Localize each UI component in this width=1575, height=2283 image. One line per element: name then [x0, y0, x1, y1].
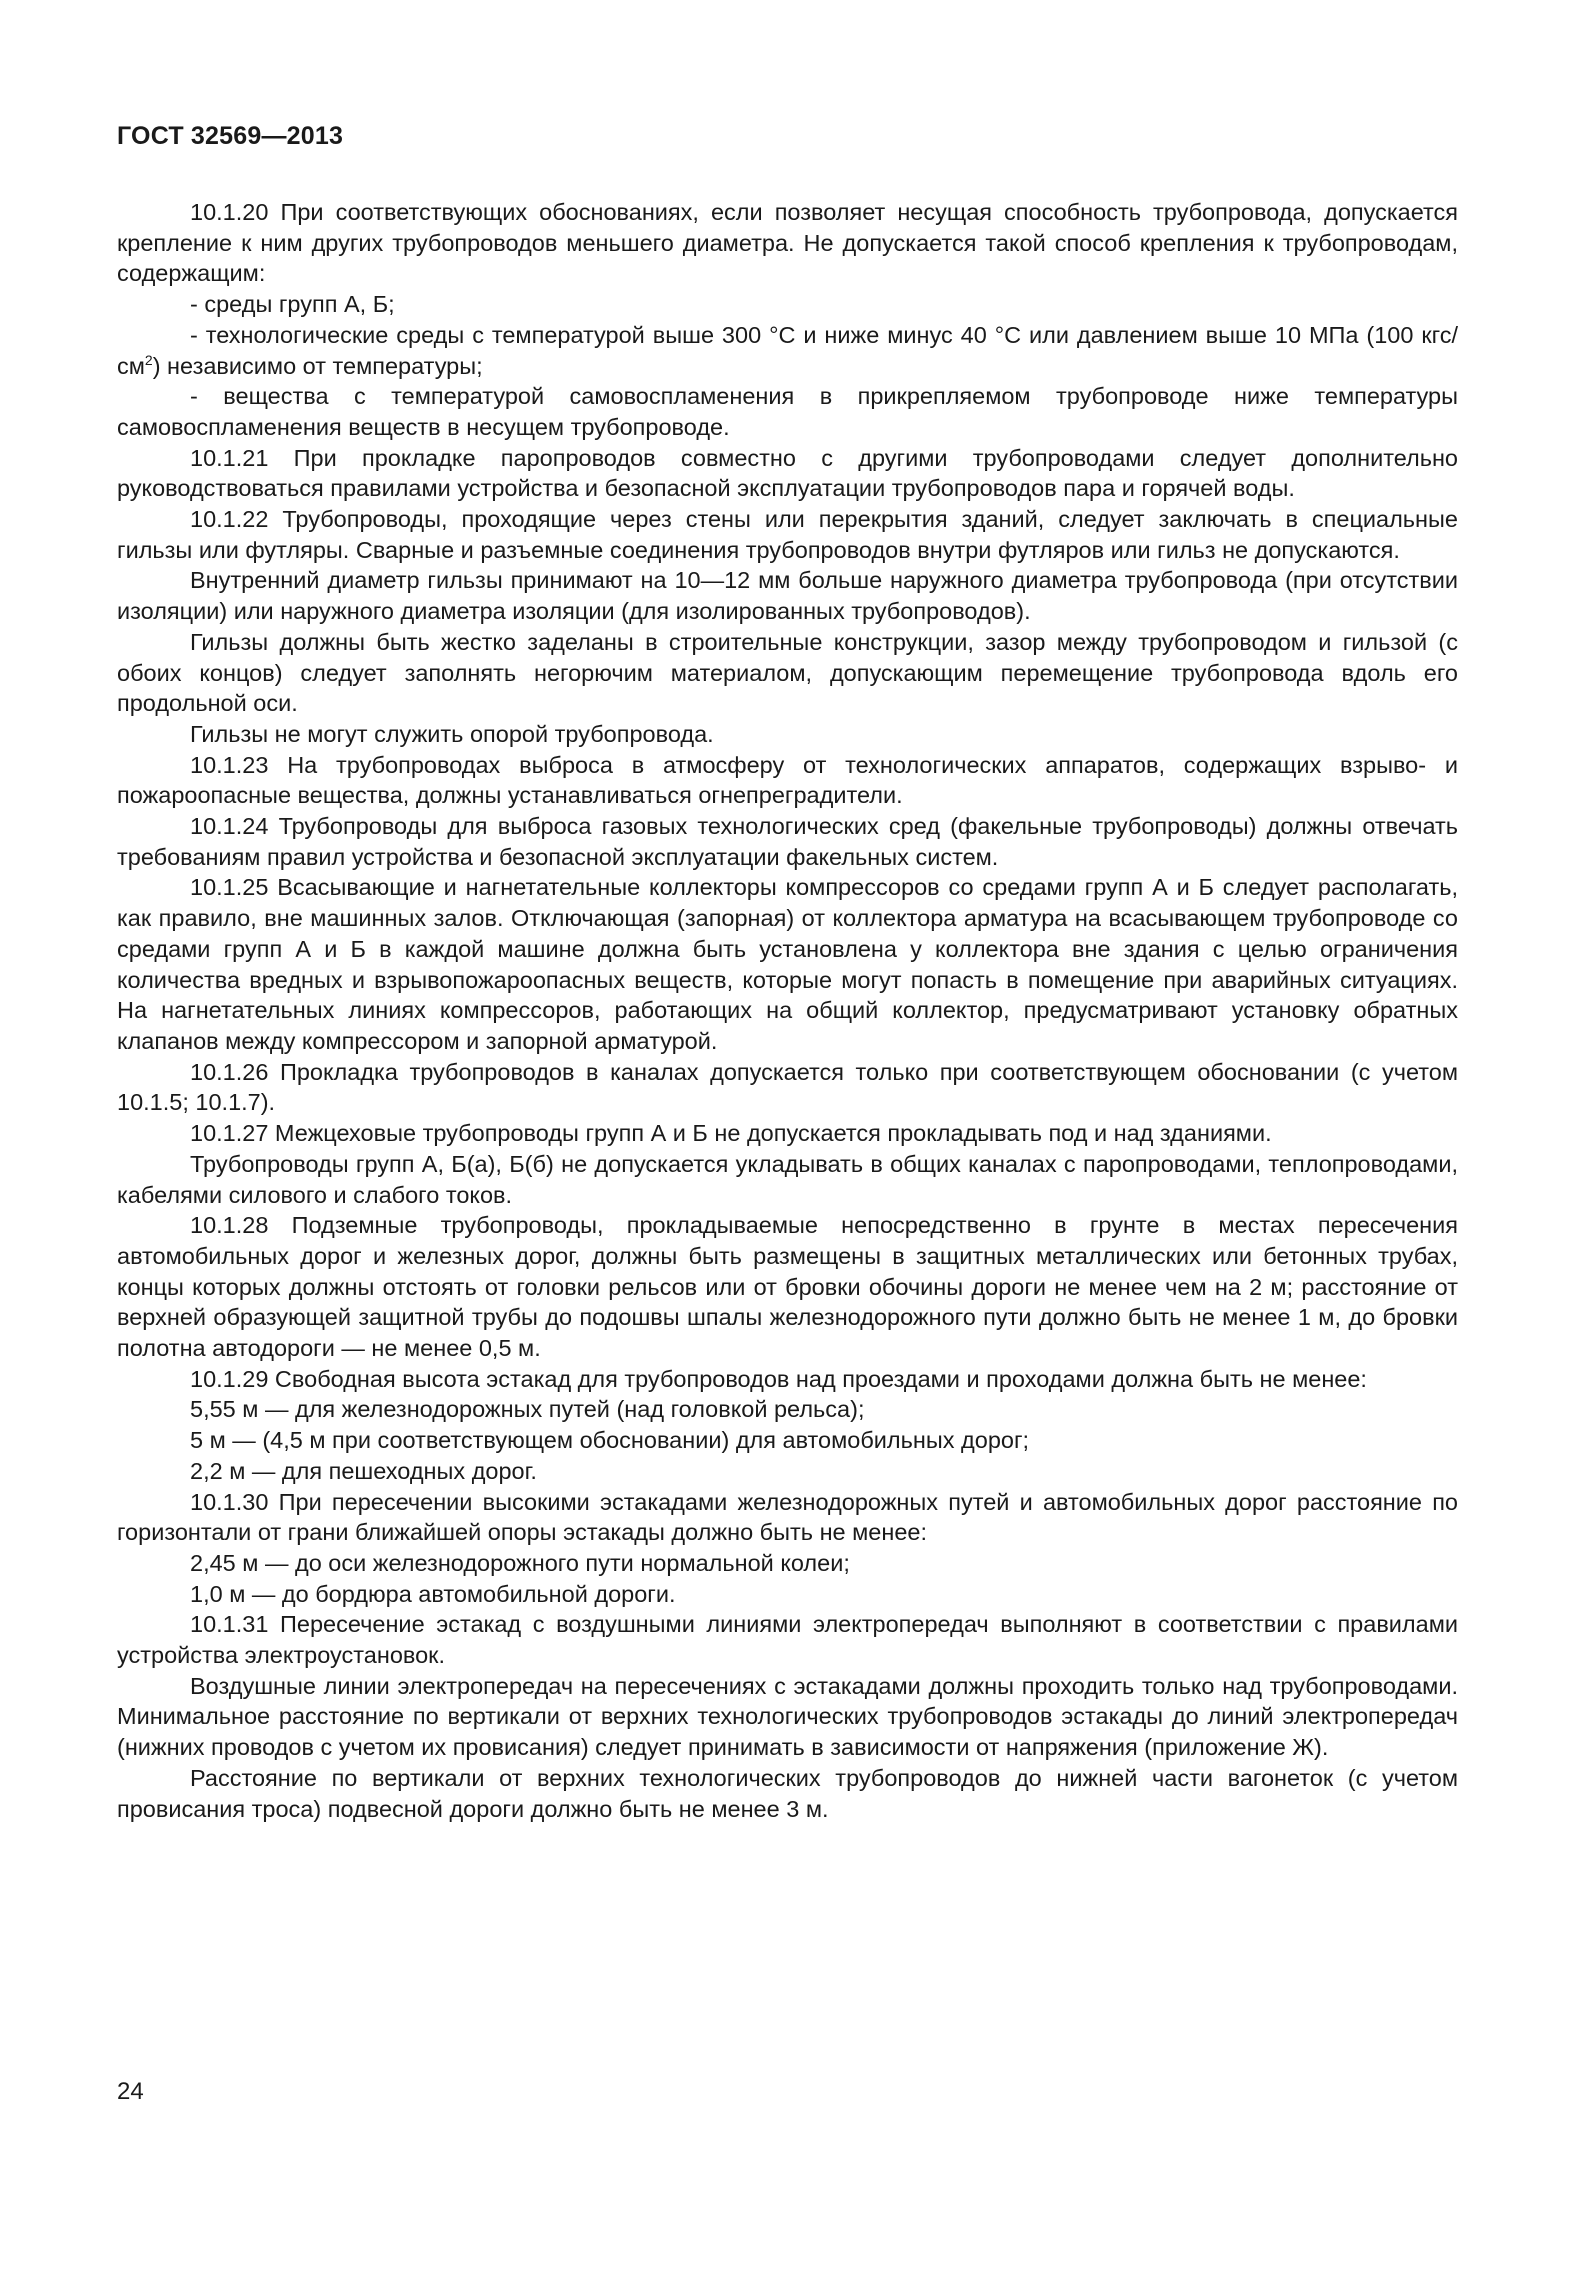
paragraph: 10.1.31 Пересечение эстакад с воздушными линиями электропередач выполняют в соответствии с правилами устройства электроустановок. — [117, 1611, 1458, 1669]
paragraph: 10.1.28 Подземные трубопроводы, прокладываемые непосредственно в грунте в местах пересечения автомобильных дорог и железных дорог, должны быть размещены в защитных металлических или бетонных трубах, концы которых должны отстоять от головки рельсов или от бровки обочины дороги не менее чем на 2 м; расстояние от верхней образующей защитной трубы до подошвы шпалы железнодорожного пути должно быть не менее 1 м, до бровки полотна автодороги — не менее 0,5 м. — [117, 1212, 1458, 1362]
list-item: 5,55 м — для железнодорожных путей (над головкой рельса); — [190, 1396, 865, 1423]
list-item: 2,45 м — до оси железнодорожного пути нормальной колеи; — [190, 1549, 850, 1576]
paragraph: Гильзы должны быть жестко заделаны в строительные конструкции, зазор между трубопроводом и гильзой (с обоих концов) следует заполнять негорючим материалом, допускающим перемещение трубопровода вдоль его продольной оси. — [117, 628, 1458, 717]
list-item — [117, 320, 1458, 381]
paragraph: 10.1.20 При соответствующих обоснованиях, если позволяет несущая способность трубопровода, допускается крепление к ним других трубопроводов меньшего диаметра. Не допускается такой способ крепления к трубопроводам, содержащим: — [117, 199, 1458, 287]
paragraph: 10.1.30 При пересечении высокими эстакадами железнодорожных путей и автомобильных дорог расстояние по горизонтали от грани ближайшей опоры эстакады должно быть не менее: — [117, 1488, 1458, 1546]
paragraph: Расстояние по вертикали от верхних технологических трубопроводов до нижней части вагонеток (с учетом провисания троса) подвесной дороги должно быть не менее 3 м. — [117, 1764, 1458, 1822]
paragraph: Трубопроводы групп А, Б(а), Б(б) не допускается укладывать в общих каналах с паропроводами, теплопроводами, кабелями силового и слабого токов. — [117, 1150, 1458, 1208]
page-number: 24 — [117, 2078, 144, 2105]
paragraph: 10.1.21 При прокладке паропроводов совместно с другими трубопроводами следует дополнительно руководствоваться правилами устройства и безопасной эксплуатации трубопроводов пара и горячей воды. — [117, 444, 1458, 502]
document-header: ГОСТ 32569—2013 — [117, 122, 344, 150]
paragraph: 10.1.29 Свободная высота эстакад для трубопроводов над проездами и проходами должна быть не менее: — [190, 1365, 1367, 1392]
paragraph: Внутренний диаметр гильзы принимают на 10—12 мм больше наружного диаметра трубопровода (при отсутствии изоляции) или наружного диаметра изоляции (для изолированных трубопроводов). — [117, 567, 1458, 625]
list-item-text-end: ) независимо от температуры; — [152, 352, 483, 379]
paragraph: 10.1.24 Трубопроводы для выброса газовых технологических сред (факельные трубопроводы) должны отвечать требованиям правил устройства и безопасной эксплуатации факельных систем. — [117, 813, 1458, 870]
paragraph: 10.1.25 Всасывающие и нагнетательные коллекторы компрессоров со средами групп А и Б следует располагать, как правило, вне машинных залов. Отключающая (запорная) от коллектора арматура на всасывающем трубопроводе со средами групп А и Б в каждой машине должна быть установлена у коллектора вне здания с целью ограничения количества вредных и взрывопожароопасных веществ, которые могут попасть в помещение при аварийных ситуациях. На нагнетательных линиях компрессоров, работающих на общий коллектор, предусматривают установку обратных клапанов между компрессором и запорной арматурой. — [117, 874, 1458, 1054]
document-body — [117, 197, 1458, 1824]
paragraph: 10.1.22 Трубопроводы, проходящие через стены или перекрытия зданий, следует заключать в специальные гильзы или футляры. Сварные и разъемные соединения трубопроводов внутри футляров или гильз не допускаются. — [117, 506, 1458, 563]
list-item: 2,2 м — для пешеходных дорог. — [190, 1457, 537, 1484]
paragraph: 10.1.27 Межцеховые трубопроводы групп А и Б не допускается прокладывать под и над зданиями. — [190, 1120, 1272, 1147]
list-item: - вещества с температурой самовоспламенения в прикрепляемом трубопроводе ниже температуры самовоспламенения веществ в несущем трубопроводе. — [117, 383, 1458, 440]
paragraph: 10.1.23 На трубопроводах выброса в атмосферу от технологических аппаратов, содержащих взрыво- и пожароопасные вещества, должны устанавливаться огнепреградители. — [117, 751, 1458, 809]
paragraph: Гильзы не могут служить опорой трубопровода. — [190, 720, 714, 747]
list-item-text: - технологические среды с температурой выше 300 °С и ниже минус 40 °С или давлением выше 10 МПа (100 кгс/см — [117, 321, 1458, 379]
list-item: 1,0 м — до бордюра автомобильной дороги. — [190, 1580, 676, 1607]
list-item: 5 м — (4,5 м при соответствующем обосновании) для автомобильных дорог; — [190, 1427, 1030, 1454]
paragraph: 10.1.26 Прокладка трубопроводов в каналах допускается только при соответствующем обосновании (с учетом 10.1.5; 10.1.7). — [117, 1058, 1458, 1116]
superscript: 2 — [144, 351, 153, 368]
paragraph: Воздушные линии электропередач на пересечениях с эстакадами должны проходить только над трубопроводами. Минимальное расстояние по вертикали от верхних технологических трубопроводов эстакады до линий электропередач (нижних проводов с учетом их провисания) следует принимать в зависимости от напряжения (приложение Ж). — [117, 1672, 1458, 1761]
list-item: - среды групп А, Б; — [190, 291, 395, 318]
